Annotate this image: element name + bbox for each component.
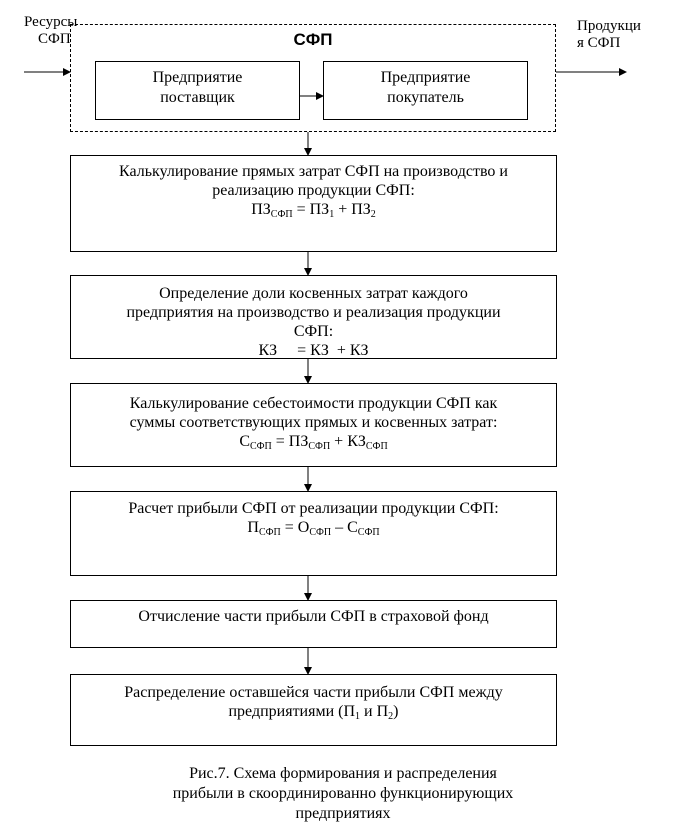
step-indirect-costs bbox=[70, 275, 557, 359]
supplier-line2: поставщик bbox=[160, 89, 235, 106]
input-label-line2: СФП bbox=[38, 31, 71, 47]
sfp-title: СФП bbox=[293, 30, 333, 49]
input-label-line1: Ресурсы bbox=[24, 14, 78, 30]
caption-line1: Рис.7. Схема формирования и распределения bbox=[189, 765, 497, 782]
step3-line2: суммы соответствующих прямых и косвенных затрат: bbox=[129, 414, 498, 431]
step2-line1: Определение доли косвенных затрат каждого bbox=[159, 285, 468, 302]
step2-line4: КЗ = КЗ + КЗ bbox=[258, 342, 369, 359]
step6-line1: Распределение оставшейся части прибыли СФП между bbox=[124, 684, 503, 701]
step1-line2: реализацию продукции СФП: bbox=[212, 182, 415, 199]
buyer-line2: покупатель bbox=[387, 89, 464, 106]
caption-line2: прибыли в скоординированно функционирующих bbox=[172, 785, 514, 802]
step2-line2: предприятия на производство и реализация продукции bbox=[126, 304, 501, 321]
step4-line1: Расчет прибыли СФП от реализации продукции СФП: bbox=[128, 500, 499, 517]
step-profit-distribution bbox=[70, 674, 557, 746]
step3-formula: $С_{СФП} = ПЗ_{СФП} + КЗ_{СФП}$ bbox=[239, 433, 388, 452]
step-direct-costs bbox=[70, 155, 557, 252]
step-cost-price bbox=[70, 383, 557, 467]
buyer-enterprise-box bbox=[323, 61, 528, 120]
step5-line1: Отчисление части прибыли СФП в страховой фонд bbox=[138, 608, 489, 625]
supplier-line1: Предприятие bbox=[152, 69, 243, 86]
step-profit-calculation bbox=[70, 491, 557, 576]
output-label-line2: я СФП bbox=[577, 35, 621, 51]
output-label bbox=[577, 18, 641, 52]
step6-line2: предприятиями ($П_1$ и $П_2$) bbox=[228, 703, 399, 722]
step2-line3: СФП: bbox=[293, 323, 334, 340]
buyer-line1: Предприятие bbox=[380, 69, 471, 86]
figure-caption bbox=[0, 764, 686, 824]
output-label-line1: Продукци bbox=[577, 18, 641, 34]
step3-line1: Калькулирование себестоимости продукции СФП как bbox=[129, 395, 498, 412]
step4-formula: $П_{СФП} = О_{СФП} - С_{СФП}$ bbox=[247, 519, 380, 538]
caption-line3: предприятиях bbox=[295, 805, 391, 822]
step1-formula: $ПЗ_{СФП} = ПЗ_1 + ПЗ_2$ bbox=[251, 201, 376, 220]
step-insurance-fund bbox=[70, 600, 557, 648]
step1-line1: Калькулирование прямых затрат СФП на производство и bbox=[119, 163, 508, 180]
supplier-enterprise-box bbox=[95, 61, 300, 120]
